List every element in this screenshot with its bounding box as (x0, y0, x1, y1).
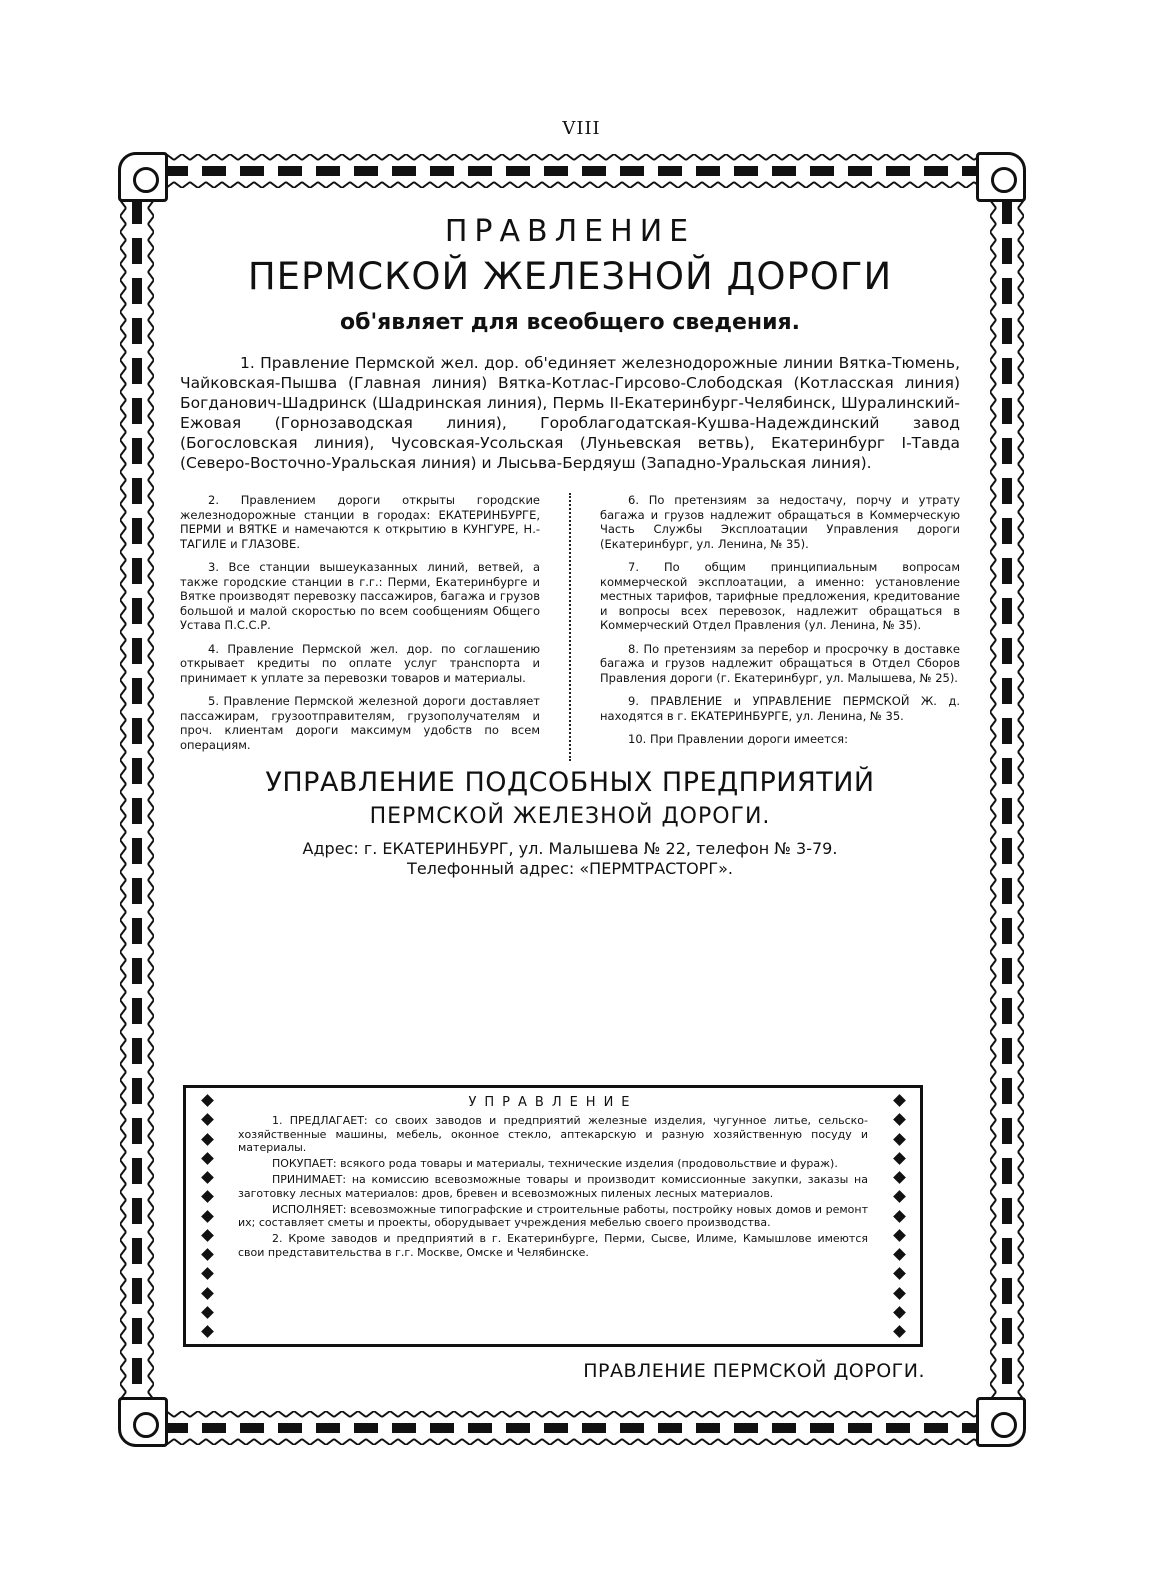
paragraph-3: 3. Все станции вышеуказанных линий, ветвей, а также городские станции в г.г.: Перми, Екатеринбурге и Вятке производят перевозку пассажиров, багажа и грузов большой и малой скоростью по всем сообщениям Общего Устава П.С.С.Р. (180, 560, 540, 632)
diamond-ornament (893, 1306, 906, 1319)
diamond-ornament (893, 1152, 906, 1165)
inner-paragraph-buys: ПОКУПАЕТ: всякого рода товары и материалы, технические изделия (продовольствие и фураж). (272, 1157, 838, 1171)
frame-right-ornament (990, 192, 1024, 1407)
diamond-ornament (893, 1210, 906, 1223)
section2-address (180, 839, 960, 879)
diamond-ornament (201, 1229, 214, 1242)
diamond-ornament (201, 1210, 214, 1223)
diamond-ornament (201, 1306, 214, 1319)
diamond-ornament (201, 1152, 214, 1165)
page-number: VIII (562, 118, 601, 139)
inner-paragraph-accepts: ПРИНИМАЕТ: на комиссию всевозможные товары и производит комиссионные закупки, заказы на заготовку лесных материалов: дров, бревен и всевозможных пиленых лесных материалов. (238, 1172, 868, 1200)
diamond-ornament (893, 1171, 906, 1184)
corner-ornament-top-right (976, 152, 1026, 202)
paragraph-9: 9. ПРАВЛЕНИЕ и УПРАВЛЕНИЕ ПЕРМСКОЙ Ж. д. находятся в г. ЕКАТЕРИНБУРГЕ, ул. Ленина, № 35. (600, 694, 960, 723)
diamond-ornament (201, 1190, 214, 1203)
column-divider (569, 493, 571, 761)
frame-left-ornament (120, 192, 154, 1407)
section2-title: УПРАВЛЕНИЕ ПОДСОБНЫХ ПРЕДПРИЯТИЙ (265, 767, 875, 798)
address-line: Адрес: г. ЕКАТЕРИНБУРГ, ул. Малышева № 22, телефон № 3-79. (302, 839, 838, 858)
diamond-ornament (893, 1113, 906, 1126)
corner-ornament-bottom-right (976, 1397, 1026, 1447)
diamond-ornament (893, 1190, 906, 1203)
diamond-ornament (893, 1094, 906, 1107)
right-column (600, 493, 960, 761)
diamond-ornament (893, 1133, 906, 1146)
header-subtitle: ПРАВЛЕНИЕ (444, 214, 696, 249)
left-column (180, 493, 540, 761)
header-tagline: об'являет для всеобщего сведения. (339, 310, 801, 335)
paragraph-10: 10. При Правлении дороги имеется: (628, 732, 848, 746)
diamond-ornament (201, 1113, 214, 1126)
main-content (180, 200, 960, 879)
section2-subtitle: ПЕРМСКОЙ ЖЕЛЕЗНОЙ ДОРОГИ. (369, 804, 771, 829)
diamond-ornament (201, 1267, 214, 1280)
header-title: ПЕРМСКОЙ ЖЕЛЕЗНОЙ ДОРОГИ (247, 255, 893, 298)
telegraph-line: Телефонный адрес: «ПЕРМТРАСТОРГ». (407, 859, 733, 878)
inner-announcement-box (183, 1085, 923, 1347)
diamond-ornament (201, 1248, 214, 1261)
inner-box-text (238, 1096, 868, 1262)
paragraph-4: 4. Правление Пермской жел. дор. по соглашению открывает кредиты по оплате услуг транспорта и принимает к уплате за перевозки товаров и материалы. (180, 641, 540, 685)
frame-bottom-ornament (158, 1411, 986, 1445)
two-column-section (180, 493, 960, 761)
paragraph-2: 2. Правлением дороги открыты городские железнодорожные станции в городах: ЕКАТЕРИНБУРГЕ, ПЕРМИ и ВЯТКЕ и намечаются к открытию в КУНГУРЕ, Н.-ТАГИЛЕ и ГЛАЗОВЕ. (180, 493, 540, 551)
paragraph-6: 6. По претензиям за недостачу, порчу и утрату багажа и грузов надлежит обращаться в Коммерческую Часть Службы Эксплоатации Управления дороги (Екатеринбург, ул. Ленина, № 35). (600, 493, 960, 551)
paragraph-7: 7. По общим принципиальным вопросам коммерческой эксплоатации, а именно: установление местных тарифов, тарифные предложения, кредитование и вопросы всех перевозок, надлежит обращаться в Коммерческий Отдел Правления (ул. Ленина, № 35). (600, 560, 960, 632)
diamond-ornament (201, 1325, 214, 1338)
intro-paragraph: 1. Правление Пермской жел. дор. об'единяет железнодорожные линии Вятка-Тюмень, Чайковская-Пышва (Главная линия) Вятка-Котлас-Гирсово-Слободская (Котласская линия) Богданович-Шадринск (Шадринская линия), Пермь II-Екатеринбург-Челябинск, Шуралинский-Ежовая (Горнозаводская линия), Гороблагодатская-Кушва-Надеждинский завод (Богословская линия), Чусовская-Усольская (Луньевская ветвь), Екатеринбург I-Тавда (Северо-Восточно-Уральская линия) и Лысьва-Бердяуш (Западно-Уральская линия). (180, 354, 960, 472)
diamond-ornament (201, 1094, 214, 1107)
diamond-ornament (893, 1287, 906, 1300)
diamond-ornament (893, 1325, 906, 1338)
signature-line: ПРАВЛЕНИЕ ПЕРМСКОЙ ДОРОГИ. (583, 1360, 925, 1382)
diamond-ornament (201, 1133, 214, 1146)
diamond-ornament (201, 1171, 214, 1184)
left-diamond-strip (192, 1096, 222, 1336)
corner-ornament-bottom-left (118, 1397, 168, 1447)
diamond-ornament (893, 1229, 906, 1242)
frame-top-ornament (158, 154, 986, 188)
inner-box-title: УПРАВЛЕНИЕ (468, 1095, 638, 1110)
corner-ornament-top-left (118, 152, 168, 202)
inner-paragraph-branches: 2. Кроме заводов и предприятий в г. Екатеринбурге, Перми, Сысве, Илиме, Камышлове имеются свои представительства в г.г. Москве, Омске и Челябинске. (238, 1232, 868, 1259)
inner-paragraph-offers: 1. ПРЕДЛАГАЕТ: со своих заводов и предприятий железные изделия, чугунное литье, сельско-хозяйственные машины, мебель, оконное стекло, аптекарскую и разную хозяйственную посуду и материалы. (238, 1113, 868, 1155)
diamond-ornament (201, 1287, 214, 1300)
diamond-ornament (893, 1248, 906, 1261)
paragraph-5: 5. Правление Пермской железной дороги доставляет пассажирам, грузоотправителям, грузополучателям и проч. клиентам дороги максимум удобств по всем операциям. (180, 694, 540, 752)
right-diamond-strip (884, 1096, 914, 1336)
paragraph-8: 8. По претензиям за перебор и просрочку в доставке багажа и грузов надлежит обращаться в Отдел Сборов Правления дороги (г. Екатеринбург, ул. Малышева, № 25). (600, 641, 960, 685)
inner-paragraph-performs: ИСПОЛНЯЕТ: всевозможные типографские и строительные работы, постройку новых домов и ремонт их; составляет сметы и проекты, оборудывает учреждения мебелью своего производства. (238, 1202, 868, 1230)
diamond-ornament (893, 1267, 906, 1280)
